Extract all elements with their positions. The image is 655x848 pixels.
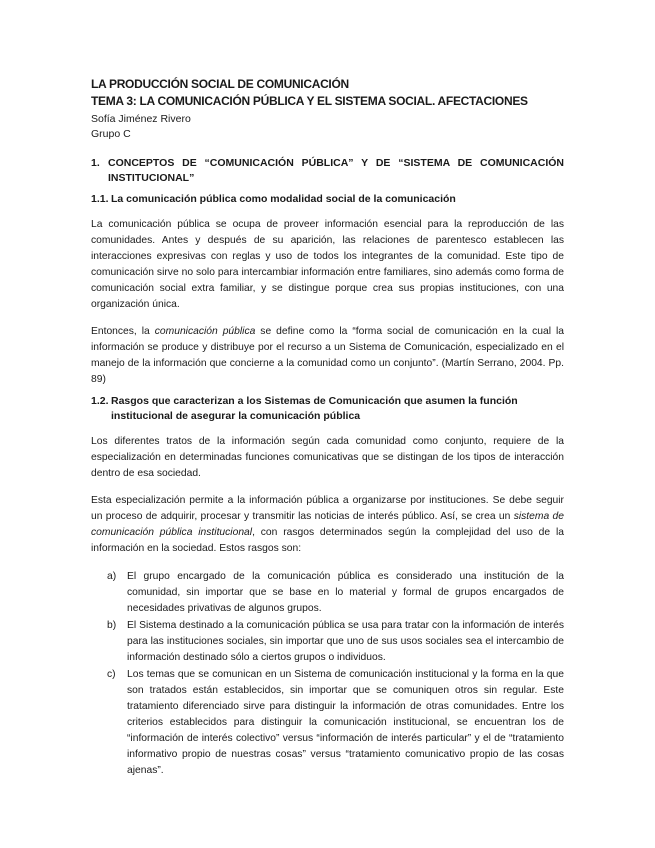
emphasis-term: comunicación pública	[154, 326, 256, 337]
document-title: LA PRODUCCIÓN SOCIAL DE COMUNICACIÓN	[91, 77, 349, 91]
subsection-title: La comunicación pública como modalidad social de la comunicación	[111, 193, 456, 205]
paragraph-2	[91, 324, 564, 388]
subsection-heading-1-2	[91, 394, 564, 424]
paragraph-text: Esta especialización permite a la información pública a organizarse por instituciones. Se debe seguir un proceso de adquirir, procesar y transmitir las noticias de interés público. Así, se crea un	[91, 495, 564, 522]
document-subtitle: TEMA 3: LA COMUNICACIÓN PÚBLICA Y EL SISTEMA SOCIAL. AFECTACIONES	[91, 94, 528, 108]
section-heading-1	[91, 156, 564, 186]
list-marker: b)	[107, 620, 117, 631]
section-number: 1.	[91, 157, 100, 169]
list-marker: c)	[107, 669, 116, 680]
document-page	[91, 76, 564, 780]
traits-list	[91, 569, 564, 779]
paragraph-text: , con rasgos determinados según la complejidad del uso de la información en la sociedad. Estos rasgos son:	[91, 527, 564, 554]
list-item	[107, 569, 564, 617]
list-item-text: El Sistema destinado a la comunicación pública se usa para tratar con la información de interés para las instituciones sociales, sin importar que uno de sus usos sociales sea el intercambio de información destinado sólo a ciertos grupos o individuos.	[127, 620, 564, 663]
paragraph-text: se define como la “forma social de comunicación en la cual la información se produce y distribuye por el recurso a un Sistema de Comunicación, especializado en el manejo de la información que concierne a la comunidad como un conjunto”. (Martín Serrano, 2004. Pp. 89)	[91, 326, 565, 385]
author-name: Sofía Jiménez Rivero	[91, 113, 191, 125]
list-marker: a)	[107, 571, 117, 582]
list-item	[107, 667, 564, 779]
list-item-text: El grupo encargado de la comunicación pública es considerado una institución de la comunidad, sin importar que se base en lo material y formal de grupos encargados de necesidades privativas de algunos grupos.	[127, 571, 564, 614]
paragraph-text: Entonces, la	[91, 326, 155, 337]
paragraph-3: Los diferentes tratos de la información según cada comunidad como conjunto, requiere de la especialización en determinadas funciones comunicativas que se distingan de los tipos de interacción dentro de esa sociedad.	[91, 436, 564, 479]
subsection-title: Rasgos que caracterizan a los Sistemas de Comunicación que asumen la función institucional de asegurar la comunicación pública	[111, 395, 518, 422]
list-item-text: Los temas que se comunican en un Sistema de comunicación institucional y la forma en la que son tratados están establecidos, sin importar que se comuniquen otros sin regular. Este tratamiento diferenciado sirve para distinguir la información de otras comunidades. Entre los criterios establecidos para distinguir la comunicación institucional, se encuentran los de “información de interés colectivo” versus “información de interés particular” y el de “tratamiento informativo propio de nuestras cosas” versus “tratamiento comunicativo propio de las cosas ajenas”.	[127, 669, 564, 776]
subsection-heading-1-1	[91, 192, 564, 207]
group-label: Grupo C	[91, 128, 131, 140]
subsection-number: 1.1.	[91, 193, 109, 205]
document-meta	[91, 112, 564, 142]
paragraph-4	[91, 493, 564, 557]
emphasis-term: sistema de comunicación pública institucional	[91, 511, 564, 538]
section-title: CONCEPTOS DE “COMUNICACIÓN PÚBLICA” Y DE “SISTEMA DE COMUNICACIÓN INSTITUCIONAL”	[108, 157, 564, 184]
paragraph-1: La comunicación pública se ocupa de proveer información esencial para la reproducción de las comunidades. Antes y después de su aparición, las relaciones de parentesco establecen las interacciones expresivas con reglas y uso de todos los integrantes de la comunidad. Este tipo de comunicación sirve no solo para intercambiar información entre familiares, sino además como forma de comunicación social extra familiar, y se distingue porque crea sus propias instituciones, con una organización única.	[91, 219, 564, 310]
list-item	[107, 618, 564, 666]
subsection-number: 1.2.	[91, 395, 109, 407]
